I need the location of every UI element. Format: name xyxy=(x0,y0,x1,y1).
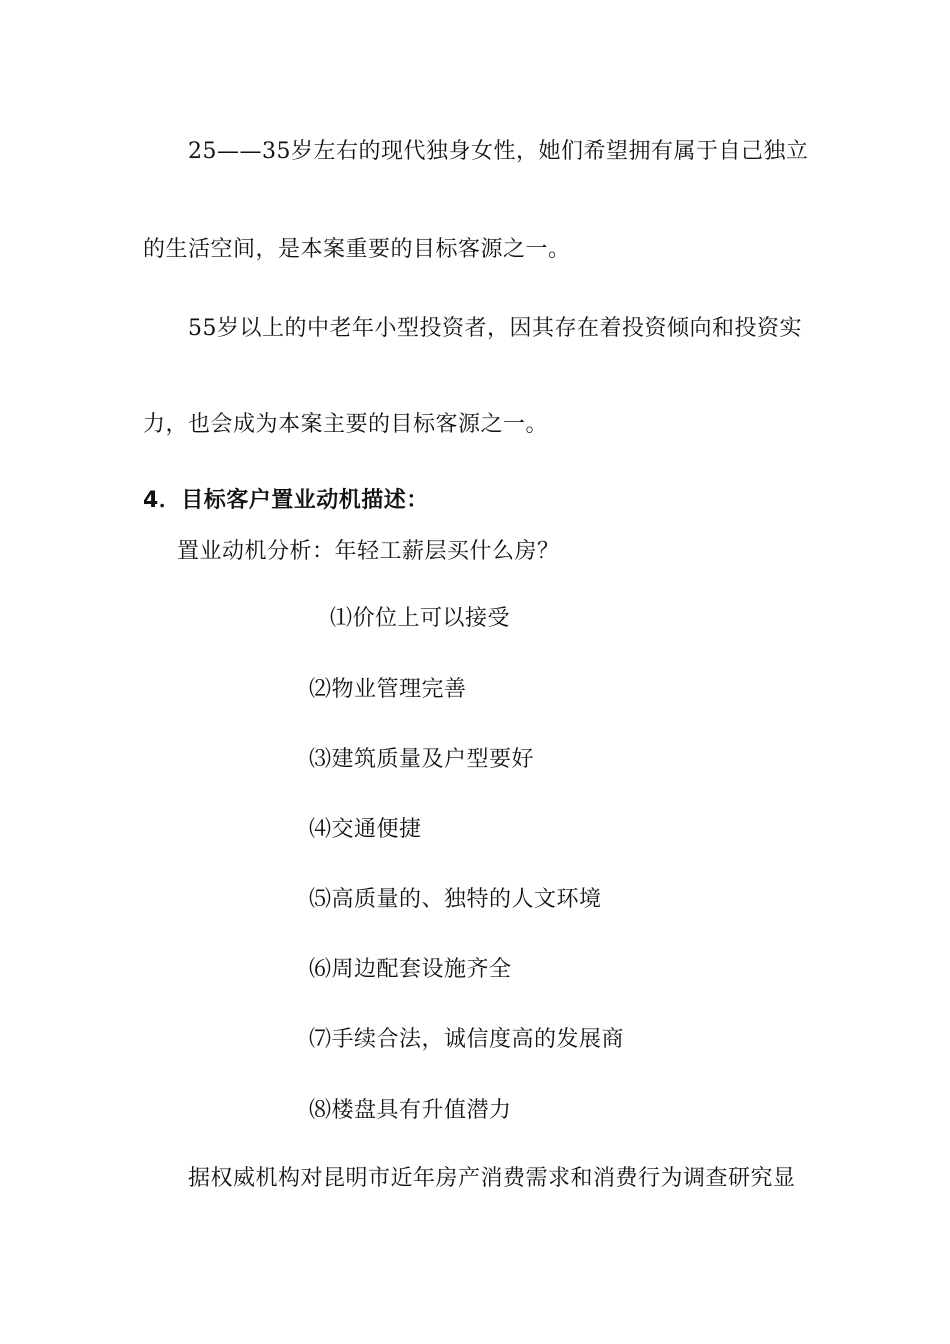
list-item: ⑴价位上可以接受 xyxy=(330,606,511,631)
list-item: ⑸高质量的、独特的人文环境 xyxy=(309,887,602,912)
list-item: ⑺手续合法，诚信度高的发展商 xyxy=(309,1027,625,1052)
paragraph-line: 25——35岁左右的现代独身女性，她们希望拥有属于自己独立 xyxy=(188,139,809,164)
list-item: ⑷交通便捷 xyxy=(309,817,422,842)
paragraph-line: 据权威机构对昆明市近年房产消费需求和消费行为调查研究显 xyxy=(188,1166,796,1191)
section-heading: 4．目标客户置业动机描述： xyxy=(143,488,429,513)
list-item: ⑵物业管理完善 xyxy=(309,677,467,702)
section-intro: 置业动机分析：年轻工薪层买什么房？ xyxy=(177,539,560,564)
paragraph-line: 的生活空间，是本案重要的目标客源之一。 xyxy=(143,237,571,262)
list-item: ⑶建筑质量及户型要好 xyxy=(309,747,535,772)
paragraph-line: 力，也会成为本案主要的目标客源之一。 xyxy=(143,412,549,437)
list-item: ⑹周边配套设施齐全 xyxy=(309,957,512,982)
paragraph-line: 55岁以上的中老年小型投资者，因其存在着投资倾向和投资实 xyxy=(188,316,802,341)
list-item: ⑻楼盘具有升值潜力 xyxy=(309,1098,512,1123)
